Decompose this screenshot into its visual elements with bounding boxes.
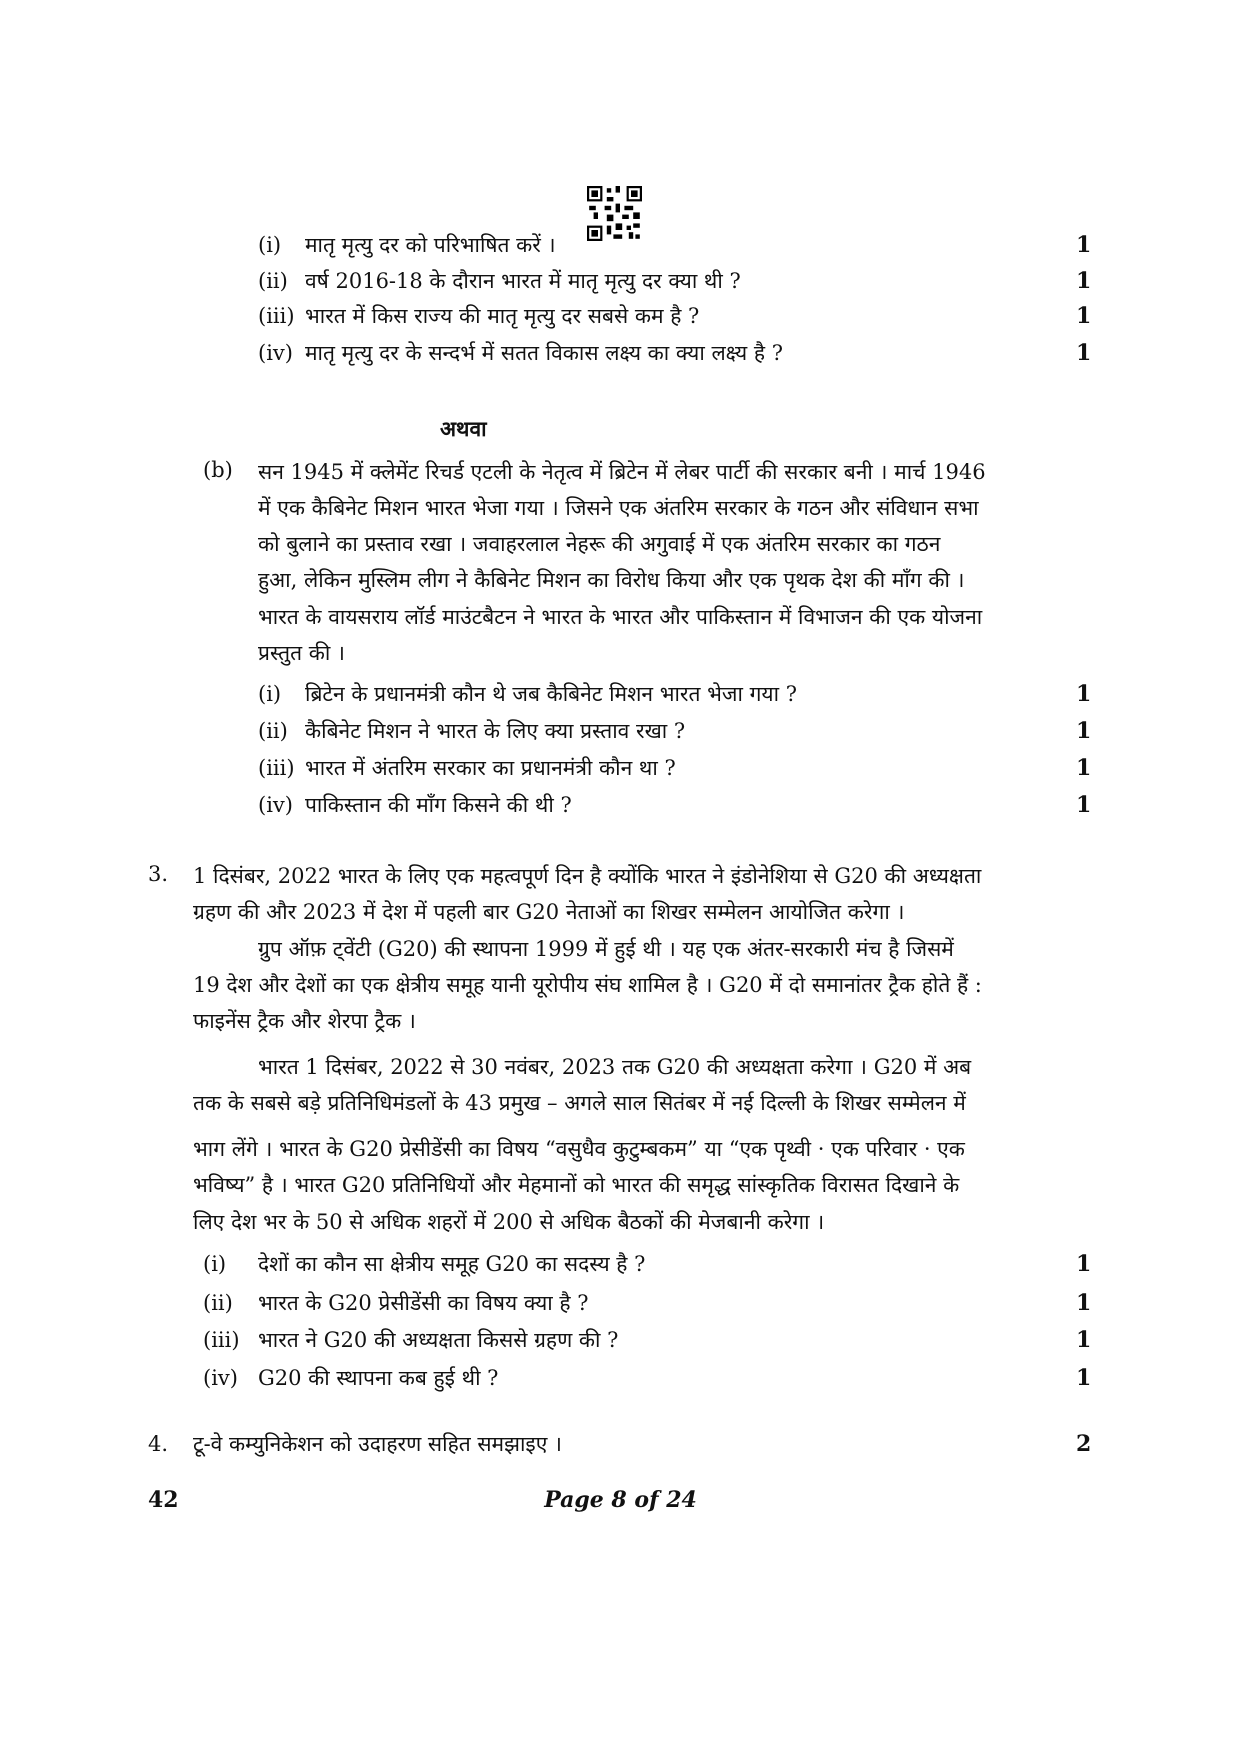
question-label: (i) bbox=[258, 233, 282, 257]
paragraph-line: लिए देश भर के 50 से अधिक शहरों में 200 से अधिक बैठकों की मेजबानी करेगा । bbox=[193, 1210, 825, 1234]
question-text: वर्ष 2016-18 के दौरान भारत में मातृ मृत्यु दर क्या थी ? bbox=[305, 269, 741, 293]
question-marks: 1 bbox=[1076, 1327, 1092, 1353]
question-marks: 1 bbox=[1076, 340, 1092, 366]
question-text: ब्रिटेन के प्रधानमंत्री कौन थे जब कैबिनेट मिशन भारत भेजा गया ? bbox=[305, 682, 797, 706]
question-marks: 1 bbox=[1076, 1290, 1092, 1316]
or-separator: अथवा bbox=[440, 416, 487, 441]
question-text: पाकिस्तान की माँग किसने की थी ? bbox=[305, 793, 572, 817]
question-text: मातृ मृत्यु दर के सन्दर्भ में सतत विकास लक्ष्य का क्या लक्ष्य है ? bbox=[305, 341, 783, 365]
question-text: भारत में अंतरिम सरकार का प्रधानमंत्री कौन था ? bbox=[305, 756, 676, 780]
question-text: भारत के G20 प्रेसीडेंसी का विषय क्या है ? bbox=[258, 1291, 589, 1315]
paragraph-line: फाइनेंस ट्रैक और शेरपा ट्रैक । bbox=[193, 1009, 416, 1033]
question-label: (iii) bbox=[203, 1328, 240, 1352]
question-marks: 1 bbox=[1076, 718, 1092, 744]
question-marks: 1 bbox=[1076, 681, 1092, 707]
question-number: 3. bbox=[148, 862, 169, 886]
question-marks: 1 bbox=[1076, 303, 1092, 329]
question-text: टू-वे कम्युनिकेशन को उदाहरण सहित समझाइए । bbox=[193, 1432, 562, 1456]
question-label: (ii) bbox=[258, 269, 288, 293]
paragraph-line: को बुलाने का प्रस्ताव रखा । जवाहरलाल नेहरू की अगुवाई में एक अंतरिम सरकार का गठन bbox=[258, 532, 941, 556]
question-text: भारत में किस राज्य की मातृ मृत्यु दर सबसे कम है ? bbox=[305, 304, 700, 328]
question-text: देशों का कौन सा क्षेत्रीय समूह G20 का सदस्य है ? bbox=[258, 1252, 646, 1276]
question-text: मातृ मृत्यु दर को परिभाषित करें । bbox=[305, 233, 556, 257]
qr-code bbox=[587, 186, 642, 241]
paragraph-line: 1 दिसंबर, 2022 भारत के लिए एक महत्वपूर्ण दिन है क्योंकि भारत ने इंडोनेशिया से G20 की अध्यक्षता bbox=[193, 864, 982, 888]
paragraph-line: भविष्य” है । भारत G20 प्रतिनिधियों और मेहमानों को भारत की समृद्ध सांस्कृतिक विरासत दिखाने के bbox=[193, 1173, 960, 1197]
question-label: (iv) bbox=[258, 793, 293, 817]
question-label: (iii) bbox=[258, 304, 295, 328]
question-label: (iii) bbox=[258, 756, 295, 780]
part-label: (b) bbox=[203, 458, 233, 482]
page-number: Page 8 of 24 bbox=[544, 1487, 697, 1513]
paragraph-line: प्रस्तुत की । bbox=[258, 641, 345, 665]
paragraph-line: 19 देश और देशों का एक क्षेत्रीय समूह यानी यूरोपीय संघ शामिल है । G20 में दो समानांतर ट्रैक होते हैं : bbox=[193, 973, 982, 997]
question-label: (ii) bbox=[258, 719, 288, 743]
question-marks: 1 bbox=[1076, 268, 1092, 294]
question-label: (i) bbox=[203, 1252, 227, 1276]
question-marks: 1 bbox=[1076, 1251, 1092, 1277]
question-marks: 1 bbox=[1076, 755, 1092, 781]
question-text: कैबिनेट मिशन ने भारत के लिए क्या प्रस्ताव रखा ? bbox=[305, 719, 686, 743]
question-marks: 2 bbox=[1076, 1431, 1092, 1457]
paragraph-line: भारत 1 दिसंबर, 2022 से 30 नवंबर, 2023 तक G20 की अध्यक्षता करेगा । G20 में अब bbox=[258, 1055, 972, 1079]
paragraph-line: भाग लेंगे । भारत के G20 प्रेसीडेंसी का विषय “वसुधैव कुटुम्बकम” या “एक पृथ्वी · एक परिवार · एक bbox=[193, 1137, 965, 1161]
question-label: (i) bbox=[258, 682, 282, 706]
question-label: (ii) bbox=[203, 1291, 233, 1315]
paragraph-line: सन 1945 में क्लेमेंट रिचर्ड एटली के नेतृत्व में ब्रिटेन में लेबर पार्टी की सरकार बनी । मार्च 1946 bbox=[258, 460, 986, 484]
question-label: (iv) bbox=[203, 1366, 238, 1390]
question-number: 4. bbox=[148, 1432, 169, 1456]
question-text: G20 की स्थापना कब हुई थी ? bbox=[258, 1366, 499, 1390]
question-text: भारत ने G20 की अध्यक्षता किससे ग्रहण की ? bbox=[258, 1328, 619, 1352]
paragraph-line: में एक कैबिनेट मिशन भारत भेजा गया । जिसने एक अंतरिम सरकार के गठन और संविधान सभा bbox=[258, 496, 979, 520]
paragraph-line: भारत के वायसराय लॉर्ड माउंटबैटन ने भारत के भारत और पाकिस्तान में विभाजन की एक योजना bbox=[258, 605, 983, 629]
question-marks: 1 bbox=[1076, 792, 1092, 818]
question-marks: 1 bbox=[1076, 1365, 1092, 1391]
paragraph-line: तक के सबसे बड़े प्रतिनिधिमंडलों के 43 प्रमुख – अगले साल सितंबर में नई दिल्ली के शिखर सम्मेलन में bbox=[193, 1091, 966, 1115]
question-label: (iv) bbox=[258, 341, 293, 365]
paragraph-line: ग्रुप ऑफ़ ट्वेंटी (G20) की स्थापना 1999 में हुई थी । यह एक अंतर-सरकारी मंच है जिसमें bbox=[258, 937, 954, 961]
question-marks: 1 bbox=[1076, 232, 1092, 258]
paper-code: 42 bbox=[148, 1487, 179, 1513]
paragraph-line: ग्रहण की और 2023 में देश में पहली बार G20 नेताओं का शिखर सम्मेलन आयोजित करेगा । bbox=[193, 900, 905, 924]
paragraph-line: हुआ, लेकिन मुस्लिम लीग ने कैबिनेट मिशन का विरोध किया और एक पृथक देश की माँग की । bbox=[258, 568, 965, 592]
